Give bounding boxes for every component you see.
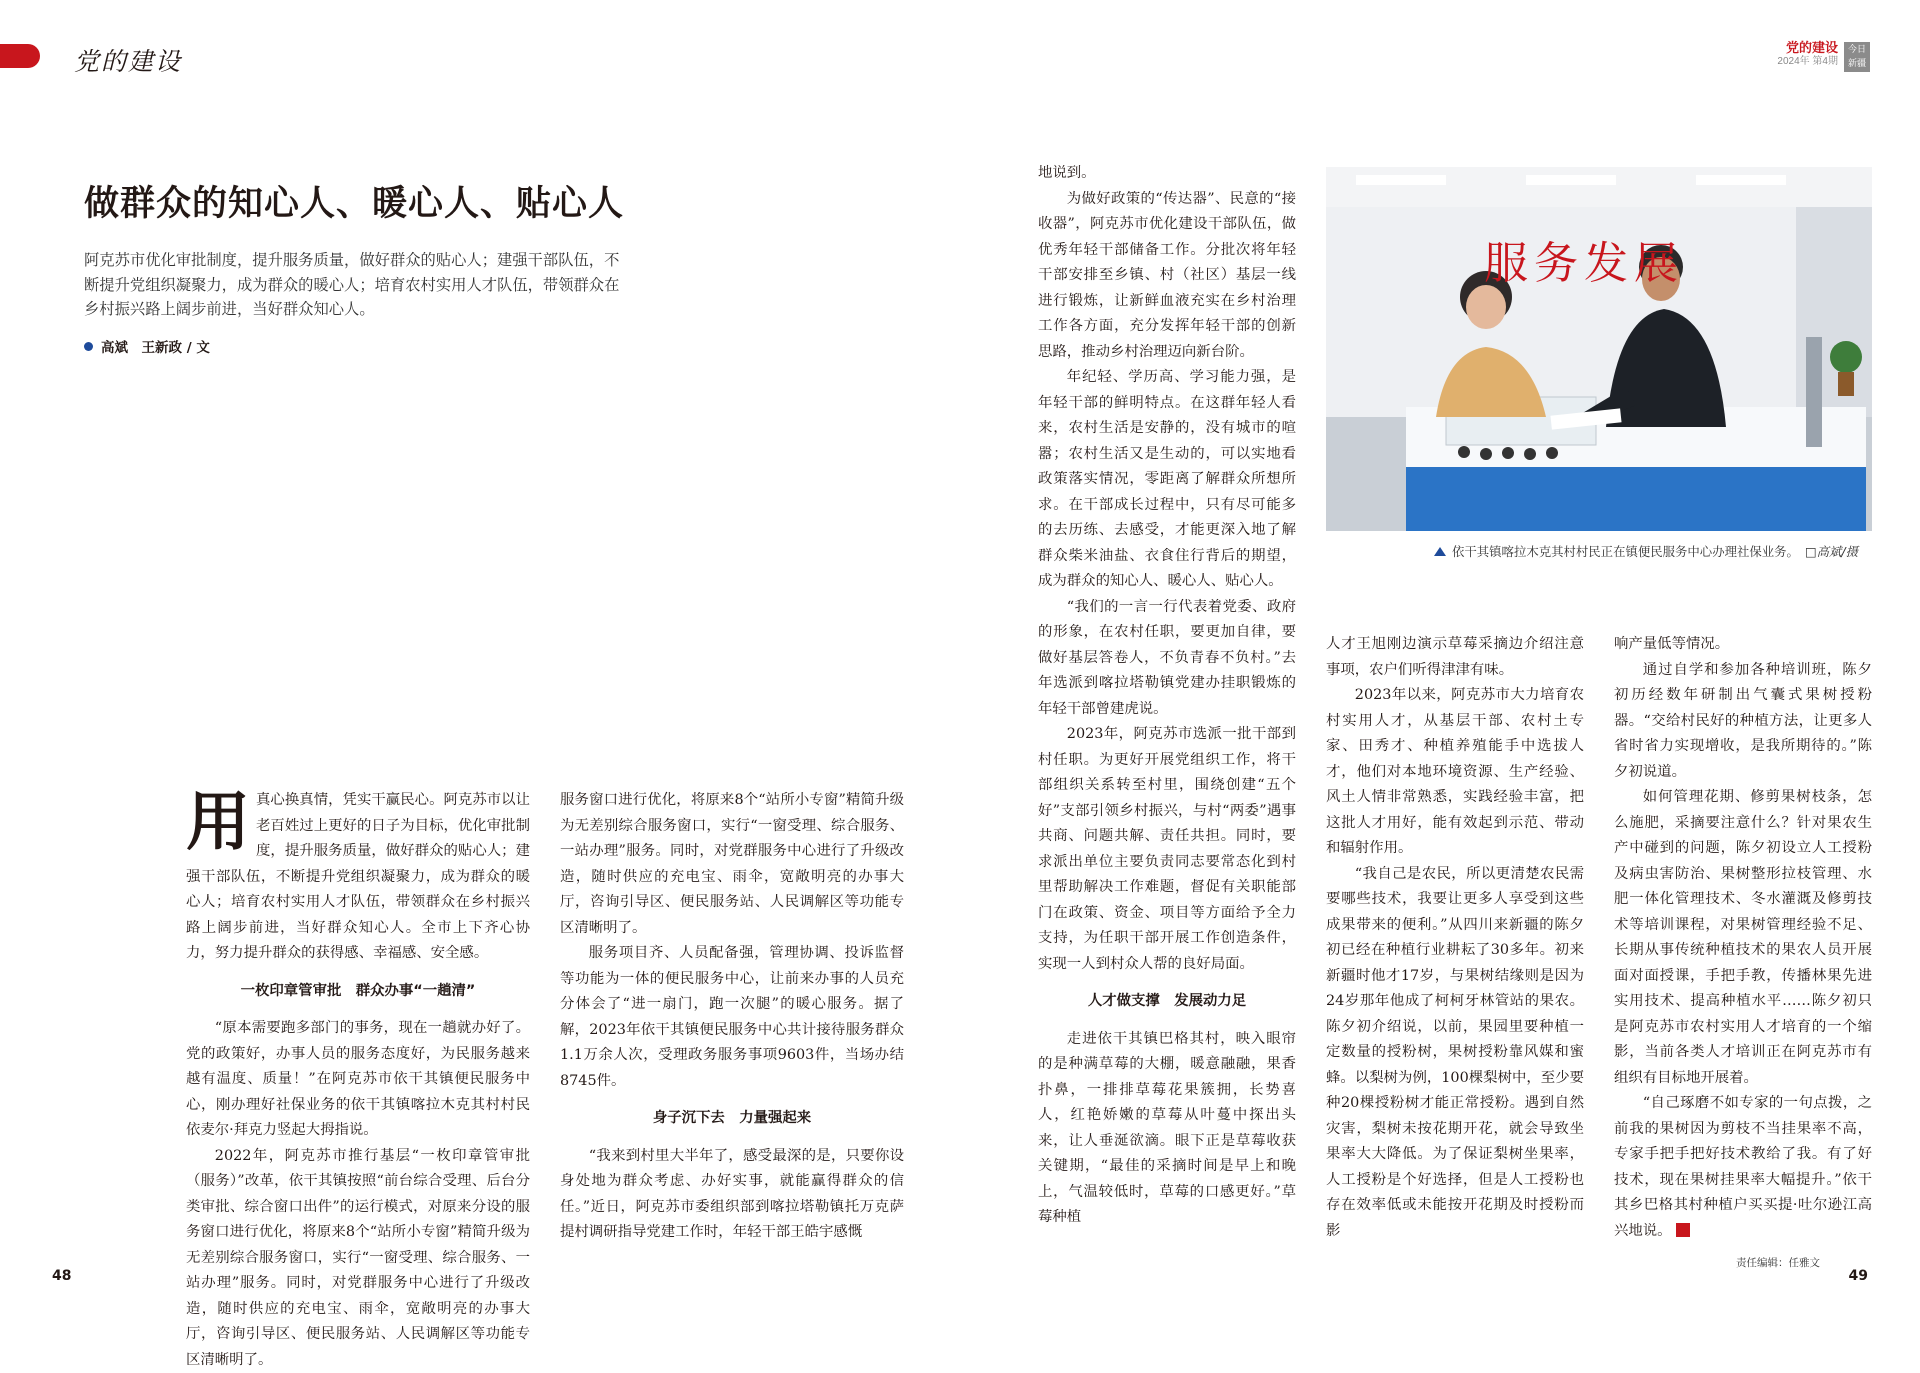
- photo-credit: □高斌/摄: [1804, 544, 1858, 559]
- running-header: [1777, 42, 1870, 72]
- news-photo: [1326, 167, 1872, 531]
- subhead-2: 身子沉下去 力量强起来: [652, 1110, 812, 1126]
- caption-text: 依干其镇喀拉木克其村村民正在镇便民服务中心办理社保业务。: [1452, 544, 1799, 559]
- paragraph: “原本需要跑多部门的事务，现在一趟就办好了。党的政策好，办事人员的服务态度好，为民服务越来越有温度、质量！”在阿克苏市依干其镇便民服务中心，刚办理好社保业务的依干其镇喀拉木克其村村民依麦尔·拜克力竖起大拇指说。: [186, 1020, 530, 1138]
- byline-text: 高斌 王新政 / 文: [101, 340, 210, 356]
- paragraph-continued: 服务窗口进行优化，将原来8个“站所小专窗”精简升级为无差别综合服务窗口，实行“一窗受理、综合服务、一站办理”服务。同时，对党群服务中心进行了升级改造，随时供应的充电宝、雨伞，宽敞明亮的办事大厅，咨询引导区、便民服务站、人民调解区等功能专区清晰明了。: [560, 792, 904, 936]
- photo-caption: [1434, 542, 1872, 560]
- body-column-3: [1038, 161, 1296, 1231]
- byline: [84, 336, 210, 356]
- paragraph: 2023年，阿克苏市选派一批干部到村任职。为更好开展党组织工作，将干部组织关系转至村里，围绕创建“五个好”支部引领乡村振兴，与村“两委”遇事共商、问题共解、责任共担。同时，要求派出单位主要负责同志要常态化到村里帮助解决工作难题，督促有关职能部门在政策、资金、项目等方面给予全力支持，为任职干部开展工作创造条件，实现一人到村众人帮的良好局面。: [1038, 726, 1296, 972]
- article-title: 做群众的知心人、暖心人、贴心人: [84, 184, 625, 224]
- paragraph: 2022年，阿克苏市推行基层“一枚印章管审批（服务）”改革，依干其镇按照“前台综合受理、后台分类审批、综合窗口出件”的运行模式，对原来分设的服务窗口进行优化，将原来8个“站所小专窗”精简升级为无差别综合服务窗口，实行“一窗受理、综合服务、一站办理”服务。同时，对党群服务中心进行了升级改造，随时供应的充电宝、雨伞，宽敞明亮的办事大厅，咨询引导区、便民服务站、人民调解区等功能专区清晰明了。: [186, 1147, 530, 1368]
- end-mark-icon: [1676, 1223, 1690, 1237]
- editor-credit: 责任编辑：任雅文: [1736, 1257, 1820, 1269]
- paragraph-continued: 人才王旭刚边演示草莓采摘边介绍注意事项，农户们听得津津有味。: [1326, 636, 1584, 678]
- section-tab-marker: [0, 44, 40, 68]
- caption-triangle-icon: [1434, 547, 1446, 556]
- paragraph: 2023年以来，阿克苏市大力培育农村实用人才，从基层干部、农村土专家、田秀才、种植养殖能手中选拔人才，他们对本地环境资源、生产经验、风土人情非常熟悉，实践经验丰富，把这批人才用好，能有效起到示范、带动和辐射作用。: [1326, 687, 1584, 856]
- section-label: 党的建设: [74, 47, 183, 76]
- paragraph: “我们的一言一行代表着党委、政府的形象，在农村任职，要更加自律，要做好基层答卷人，不负青春不负村。”去年选派到喀拉塔勒镇党建办挂职锻炼的年轻干部曾建虎说。: [1038, 598, 1296, 717]
- intro-paragraph: 用真心换真情，凭实干赢民心。阿克苏市以让老百姓过上更好的日子为目标，优化审批制度，提升服务质量，做好群众的贴心人；建强干部队伍，不断提升党组织凝聚力，成为群众的暖心人；培育农村实用人才队伍，带领群众在乡村振兴路上阔步前进，当好群众知心人。全市上下齐心协力，努力提升群众的获得感、幸福感、安全感。: [186, 786, 530, 961]
- paragraph: 走进依干其镇巴格其村，映入眼帘的是种满草莓的大棚，暖意融融，果香扑鼻，一排排草莓花果簇拥，长势喜人，红艳娇嫩的草莓从叶蔓中探出头来，让人垂涎欲滴。眼下正是草莓收获关键期，“最佳的采摘时间是早上和晚上，气温较低时，草莓的口感更好。”草莓种植: [1038, 1030, 1296, 1225]
- byline-bullet-icon: [84, 342, 93, 351]
- paragraph: 年纪轻、学历高、学习能力强，是年轻干部的鲜明特点。在这群年轻人看来，农村生活是安静的，没有城市的喧嚣；农村生活又是生动的，可以实地看政策落实情况，零距离了解群众所想所求。在干部成长过程中，只有尽可能多的去历练、去感受，才能更深入地了解群众柴米油盐、衣食住行背后的期望，成为群众的知心人、暖心人、贴心人。: [1038, 369, 1296, 589]
- page-number-right: 49: [1848, 1268, 1868, 1284]
- page-number-left: 48: [52, 1268, 72, 1284]
- body-column-2: [560, 788, 904, 1246]
- issue-label: 2024年 第4期: [1777, 56, 1838, 67]
- article-deck: 阿克苏市优化审批制度，提升服务质量，做好群众的贴心人；建强干部队伍，不断提升党组织凝聚力，成为群众的暖心人；培育农村实用人才队伍，带领群众在乡村振兴路上阔步前进，当好群众知心人。: [84, 251, 620, 318]
- dropcap: 用: [186, 786, 250, 860]
- paragraph-continued: 地说到。: [1038, 165, 1096, 181]
- paragraph: 服务项目齐、人员配备强，管理协调、投诉监督等功能为一体的便民服务中心，让前来办事的人员充分体会了“进一扇门，跑一次腿”的暖心服务。据了解，2023年依干其镇便民服务中心共计接待服务群众1.1万余人次，受理政务服务事项9603件，当场办结8745件。: [560, 945, 904, 1089]
- paragraph: 通过自学和参加各种培训班，陈夕初历经数年研制出气囊式果树授粉器。“交给村民好的种植方法，让更多人省时省力实现增收，是我所期待的。”陈夕初说道。: [1614, 661, 1872, 780]
- service-hall-illustration: [1326, 167, 1872, 531]
- paragraph: “自己琢磨不如专家的一句点拨，之前我的果树因为剪枝不当挂果率不高，专家手把手把好技术教给了我。有了好技术，现在果树挂果率大幅提升。”依干其乡巴格其村种植户买买提·吐尔逊江高兴地说。: [1614, 1095, 1872, 1239]
- subhead-3: 人才做支撑 发展动力足: [1087, 993, 1247, 1009]
- paragraph: “我来到村里大半年了，感受最深的是，只要你设身处地为群众考虑、办好实事，就能赢得群众的信任。”近日，阿克苏市委组织部到喀拉塔勒镇托万克萨提村调研指导党建工作时，年轻干部王皓宇感慨: [560, 1147, 904, 1240]
- body-column-5: [1614, 632, 1872, 1244]
- paragraph: 如何管理花期、修剪果树枝条，怎么施肥，采摘要注意什么？针对果农生产中碰到的问题，陈夕初设立人工授粉及病虫害防治、果树整形拉枝管理、水肥一体化管理技术、冬水灌溉及修剪技术等培训课程，对果树管理经验不足、长期从事传统种植技术的果农人员开展面对面授课，手把手教，传播林果先进实用技术、提高种植水平……陈夕初只是阿克苏市农村实用人才培育的一个缩影，当前各类人才培训正在阿克苏市有组织有目标地开展着。: [1614, 789, 1872, 1086]
- paragraph-continued: 响产量低等情况。: [1614, 636, 1730, 652]
- subhead-1: 一枚印章管审批 群众办事“一趟清”: [240, 982, 476, 999]
- running-title: 党的建设: [1785, 41, 1838, 56]
- magazine-logo: 今日新疆: [1844, 42, 1870, 72]
- photo-sign: 服务发展: [1484, 238, 1684, 289]
- body-column-4: [1326, 632, 1584, 1244]
- paragraph: 为做好政策的“传达器”、民意的“接收器”，阿克苏市优化建设干部队伍，做优秀年轻干部储备工作。分批次将年轻干部安排至乡镇、村（社区）基层一线进行锻炼，让新鲜血液充实在乡村治理工作各方面，充分发挥年轻干部的创新思路，推动乡村治理迈向新台阶。: [1038, 190, 1296, 360]
- body-column-1: [186, 786, 530, 1368]
- paragraph: “我自己是农民，所以更清楚农民需要哪些技术，我要让更多人享受到这些成果带来的便利。”从四川来新疆的陈夕初已经在种植行业耕耘了30多年。初来新疆时他才17岁，与果树结缘则是因为24岁那年他成了柯柯牙林管站的果农。陈夕初介绍说，以前，果园里要种植一定数量的授粉树，果树授粉靠风媒和蜜蜂。以梨树为例，100棵梨树中，至少要种20棵授粉树才能正常授粉。遇到自然灾害，梨树未按花期开花，就会导致坐果率大大降低。为了保证梨树坐果率，人工授粉是个好选择，但是人工授粉也存在效率低或未能按开花期及时授粉而影: [1326, 865, 1584, 1239]
